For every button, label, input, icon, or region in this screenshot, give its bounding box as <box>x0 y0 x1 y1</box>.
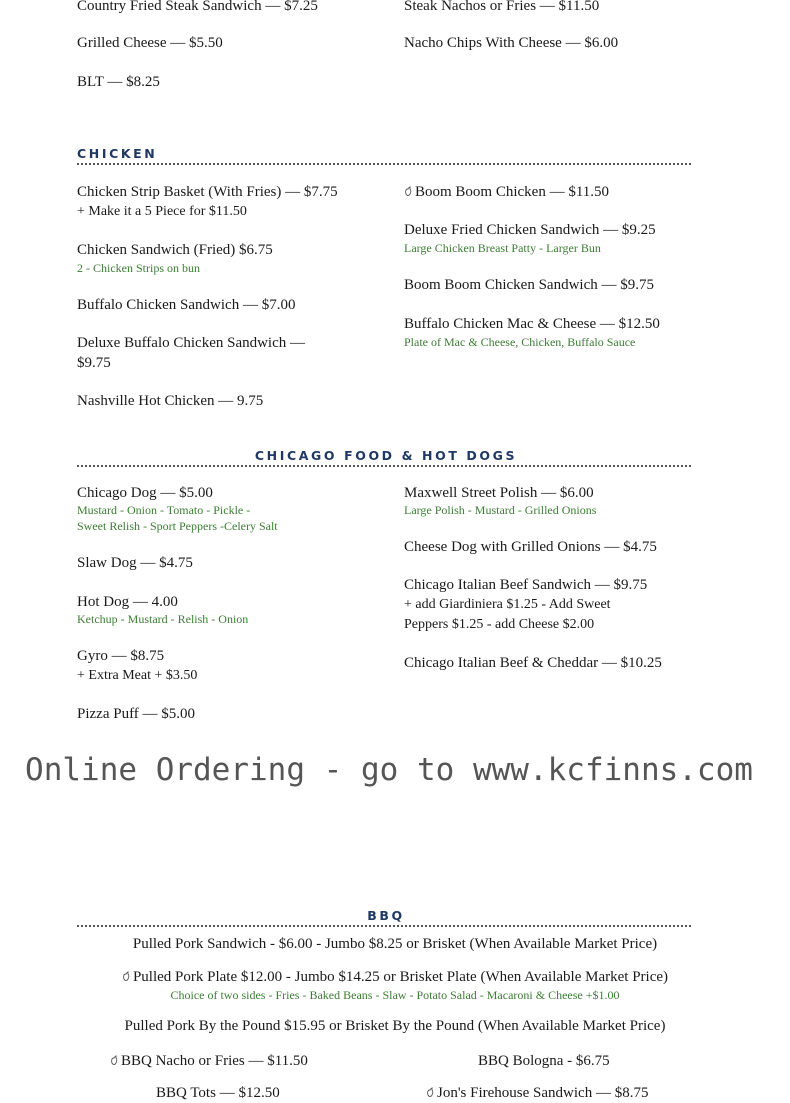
menu-item: Deluxe Buffalo Chicken Sandwich — <box>77 335 306 351</box>
menu-item-spicy <box>0 969 790 986</box>
menu-item: Slaw Dog — $4.75 <box>77 555 193 571</box>
menu-item: Steak Nachos or Fries — $11.50 <box>404 0 600 14</box>
online-ordering-notice: Online Ordering - go to www.kcfinns.com <box>25 752 753 788</box>
pepper-icon <box>110 1055 119 1066</box>
menu-item-price: $9.75 <box>77 355 111 371</box>
menu-item-description: Choice of two sides - Fries - Baked Beans - Slaw - Potato Salad - Macaroni & Cheese +$1.00 <box>170 988 620 1002</box>
section-divider <box>77 925 691 927</box>
section-divider <box>77 163 691 165</box>
menu-item: Nacho Chips With Cheese — $6.00 <box>404 35 619 51</box>
menu-item: Chicago Dog — $5.00 <box>77 485 213 501</box>
pepper-icon <box>404 186 413 197</box>
menu-item-description: Large Polish - Mustard - Grilled Onions <box>404 503 597 517</box>
menu-item-extra: + Make it a 5 Piece for $11.50 <box>77 204 247 219</box>
menu-item: Boom Boom Chicken Sandwich — $9.75 <box>404 277 654 293</box>
menu-item-label: Jon's Firehouse Sandwich — $8.75 <box>437 1085 649 1101</box>
menu-item-label: Boom Boom Chicken — $11.50 <box>415 184 610 200</box>
menu-item: Nashville Hot Chicken — 9.75 <box>77 393 264 409</box>
menu-item: Hot Dog — 4.00 <box>77 594 178 610</box>
menu-item: Grilled Cheese — $5.50 <box>77 35 223 51</box>
menu-item: BBQ Tots — $12.50 <box>156 1085 280 1101</box>
section-title-chicago: CHICAGO FOOD & HOT DOGS <box>254 448 518 463</box>
menu-item: Cheese Dog with Grilled Onions — $4.75 <box>404 539 657 555</box>
menu-item: Country Fried Steak Sandwich — $7.25 <box>77 0 318 14</box>
pepper-icon <box>122 971 131 982</box>
menu-item-description: Plate of Mac & Cheese, Chicken, Buffalo Sauce <box>404 335 636 349</box>
menu-item: BLT — $8.25 <box>77 74 160 90</box>
menu-item-description: Mustard - Onion - Tomato - Pickle - <box>77 503 251 517</box>
menu-item: Chicago Italian Beef & Cheddar — $10.25 <box>404 655 662 671</box>
menu-item-description: Ketchup - Mustard - Relish - Onion <box>77 612 249 626</box>
menu-item: Buffalo Chicken Sandwich — $7.00 <box>77 297 296 313</box>
menu-item: Chicago Italian Beef Sandwich — $9.75 <box>404 577 648 593</box>
menu-item-spicy <box>404 182 609 202</box>
menu-item-label: Pulled Pork Plate $12.00 - Jumbo $14.25 or Brisket Plate (When Available Market Price) <box>132 969 669 985</box>
menu-item-label: BBQ Nacho or Fries — $11.50 <box>121 1053 308 1069</box>
menu-item: Gyro — $8.75 <box>77 648 165 664</box>
menu-item: Maxwell Street Polish — $6.00 <box>404 485 594 501</box>
section-divider <box>77 465 691 467</box>
menu-item-description: 2 - Chicken Strips on bun <box>77 261 200 275</box>
menu-item-description: Large Chicken Breast Patty - Larger Bun <box>404 241 601 255</box>
section-title-bbq: BBQ <box>367 908 405 923</box>
menu-item-spicy <box>110 1051 308 1071</box>
menu-item: Chicken Sandwich (Fried) $6.75 <box>77 242 273 258</box>
menu-item: Pizza Puff — $5.00 <box>77 706 196 722</box>
menu-item-spicy <box>426 1083 648 1103</box>
menu-item: BBQ Bologna - $6.75 <box>478 1053 610 1069</box>
pepper-icon <box>426 1087 435 1098</box>
menu-item-description: Sweet Relish - Sport Peppers -Celery Salt <box>77 519 278 533</box>
section-title-chicken: CHICKEN <box>77 146 158 161</box>
menu-item: Pulled Pork Sandwich - $6.00 - Jumbo $8.25 or Brisket (When Available Market Price) <box>132 936 658 952</box>
menu-item: Buffalo Chicken Mac & Cheese — $12.50 <box>404 316 660 332</box>
menu-item: Deluxe Fried Chicken Sandwich — $9.25 <box>404 222 656 238</box>
menu-item-extra: + add Giardiniera $1.25 - Add Sweet <box>404 597 611 612</box>
menu-item-extra: Peppers $1.25 - add Cheese $2.00 <box>404 617 595 632</box>
menu-item: Pulled Pork By the Pound $15.95 or Brisket By the Pound (When Available Market Price) <box>124 1018 666 1034</box>
menu-item: Chicken Strip Basket (With Fries) — $7.75 <box>77 184 338 200</box>
menu-item-extra: + Extra Meat + $3.50 <box>77 668 198 683</box>
